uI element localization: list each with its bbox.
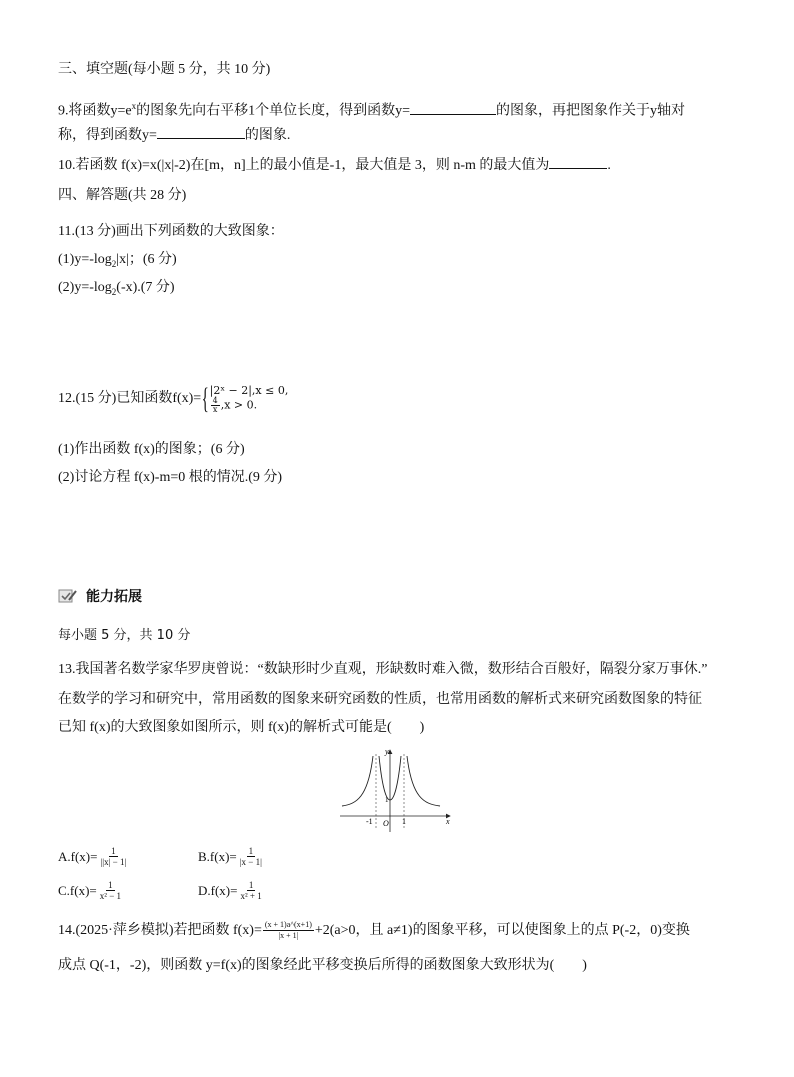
question-11-part2 — [58, 278, 175, 302]
q12-case2 — [210, 397, 289, 414]
graph-origin: O — [383, 819, 389, 828]
option-c[interactable] — [58, 880, 124, 901]
q11-p1-sub: 2 — [111, 258, 117, 269]
option-a-den: ||x| − 1| — [100, 857, 127, 867]
q12-cases — [210, 384, 289, 414]
graph-tick-pos: 1 — [402, 817, 406, 826]
q9-text-a: 9.将函数y=e — [58, 103, 132, 119]
q12-case2-den: x — [212, 405, 218, 414]
q11-p2-b: (-x).(7 分) — [116, 280, 175, 295]
option-c-den: x² − 1 — [99, 891, 122, 901]
extension-title: 能力拓展 — [86, 589, 142, 605]
q13-function-graph — [336, 744, 456, 834]
q11-p1-b: |x|；(6 分) — [116, 252, 177, 267]
option-d-den: x² + 1 — [240, 891, 262, 901]
q10-blank[interactable] — [549, 154, 607, 169]
graph-tick-neg: -1 — [366, 817, 373, 826]
q14-text-a: 14.(2025·萍乡模拟)若把函数 f(x)= — [58, 922, 262, 938]
graph-tick-y: 1 — [385, 796, 389, 804]
q9-text-d: 称，得到函数y= — [58, 128, 157, 143]
extension-note: 每小题 5 分，共 10 分 — [58, 628, 191, 643]
q14-text-b: +2(a>0，且 a≠1)的图象平移，可以使图象上的点 P(-2，0)变换 — [314, 922, 690, 938]
q14-frac-num: (x + 1)a^(x+1) — [264, 920, 312, 929]
option-b-den: |x − 1| — [239, 857, 262, 867]
check-pencil-icon — [58, 588, 78, 604]
option-c-label: C.f(x)= — [58, 882, 97, 898]
question-13-line1: 13.我国著名数学家华罗庚曾说：“数缺形时少直观，形缺数时难入微，数形结合百般好，隔裂分家万事休.” — [58, 662, 708, 677]
q12-case2-num: 4 — [212, 396, 218, 405]
q12-stem-text: 12.(15 分)已知函数f(x)= — [58, 391, 202, 407]
q9-sup: x — [131, 101, 137, 111]
q10-text: 10.若函数 f(x)=x(|x|-2)在[m，n]上的最小值是-1，最大值是 3，则 n-m 的最大值为 — [58, 158, 550, 173]
q11-p1-a: (1)y=-log — [58, 252, 112, 267]
q10-end: . — [607, 158, 611, 173]
q9-text-c: 的图象，再把图象作关于y轴对 — [496, 103, 686, 119]
curve-left — [342, 756, 373, 806]
option-a-num: 1 — [111, 846, 116, 856]
q11-p2-a: (2)y=-log — [58, 280, 112, 295]
option-d-label: D.f(x)= — [198, 882, 238, 898]
option-a[interactable] — [58, 846, 129, 867]
option-b-num: 1 — [248, 846, 254, 856]
option-b[interactable] — [198, 846, 265, 867]
question-11-part1 — [58, 250, 177, 274]
question-11-stem: 11.(13 分)画出下列函数的大致图象： — [58, 224, 284, 239]
question-12-stem — [58, 384, 288, 414]
q9-text-b: 的图象先向右平移1个单位长度，得到函数y= — [136, 103, 411, 119]
question-10 — [58, 154, 611, 176]
option-c-num: 1 — [108, 880, 113, 890]
question-13-line3: 已知 f(x)的大致图象如图所示，则 f(x)的解析式可能是( ) — [58, 720, 425, 735]
question-14-line1 — [58, 920, 690, 941]
question-9-line1 — [58, 96, 685, 122]
option-d[interactable] — [198, 880, 265, 901]
option-a-label: A.f(x)= — [58, 848, 98, 864]
curve-right — [407, 756, 440, 806]
q11-p2-sub: 2 — [111, 286, 117, 297]
q9-blank-1[interactable] — [410, 100, 496, 115]
q12-case2-tail: ,x > 0. — [220, 398, 258, 412]
graph-x-label: x — [446, 817, 450, 826]
q9-text-e: 的图象. — [244, 128, 291, 143]
graph-y-label: y — [385, 747, 389, 756]
section-extension-header — [58, 586, 142, 606]
q9-blank-2[interactable] — [157, 124, 245, 139]
question-9-line2 — [58, 124, 290, 146]
section-answer: 四、解答题(共 28 分) — [58, 188, 187, 203]
section-fill-blank: 三、填空题(每小题 5 分，共 10 分) — [58, 62, 271, 77]
option-b-label: B.f(x)= — [198, 848, 237, 864]
option-d-num: 1 — [248, 880, 254, 890]
question-12-part1: (1)作出函数 f(x)的图象；(6 分) — [58, 442, 245, 457]
q12-brace: { — [201, 382, 210, 415]
q14-frac-den: |x + 1| — [278, 931, 299, 940]
question-13-line2: 在数学的学习和研究中，常用函数的图象来研究函数的性质，也常用函数的解析式来研究函数图象的特征 — [58, 692, 702, 707]
q12-case1: |2ˣ − 2|,x ≤ 0, — [209, 384, 289, 397]
question-12-part2: (2)讨论方程 f(x)-m=0 根的情况.(9 分) — [58, 470, 283, 485]
question-14-line2: 成点 Q(-1，-2)，则函数 y=f(x)的图象经此平移变换后所得的函数图象大致形状为( ) — [58, 958, 587, 973]
